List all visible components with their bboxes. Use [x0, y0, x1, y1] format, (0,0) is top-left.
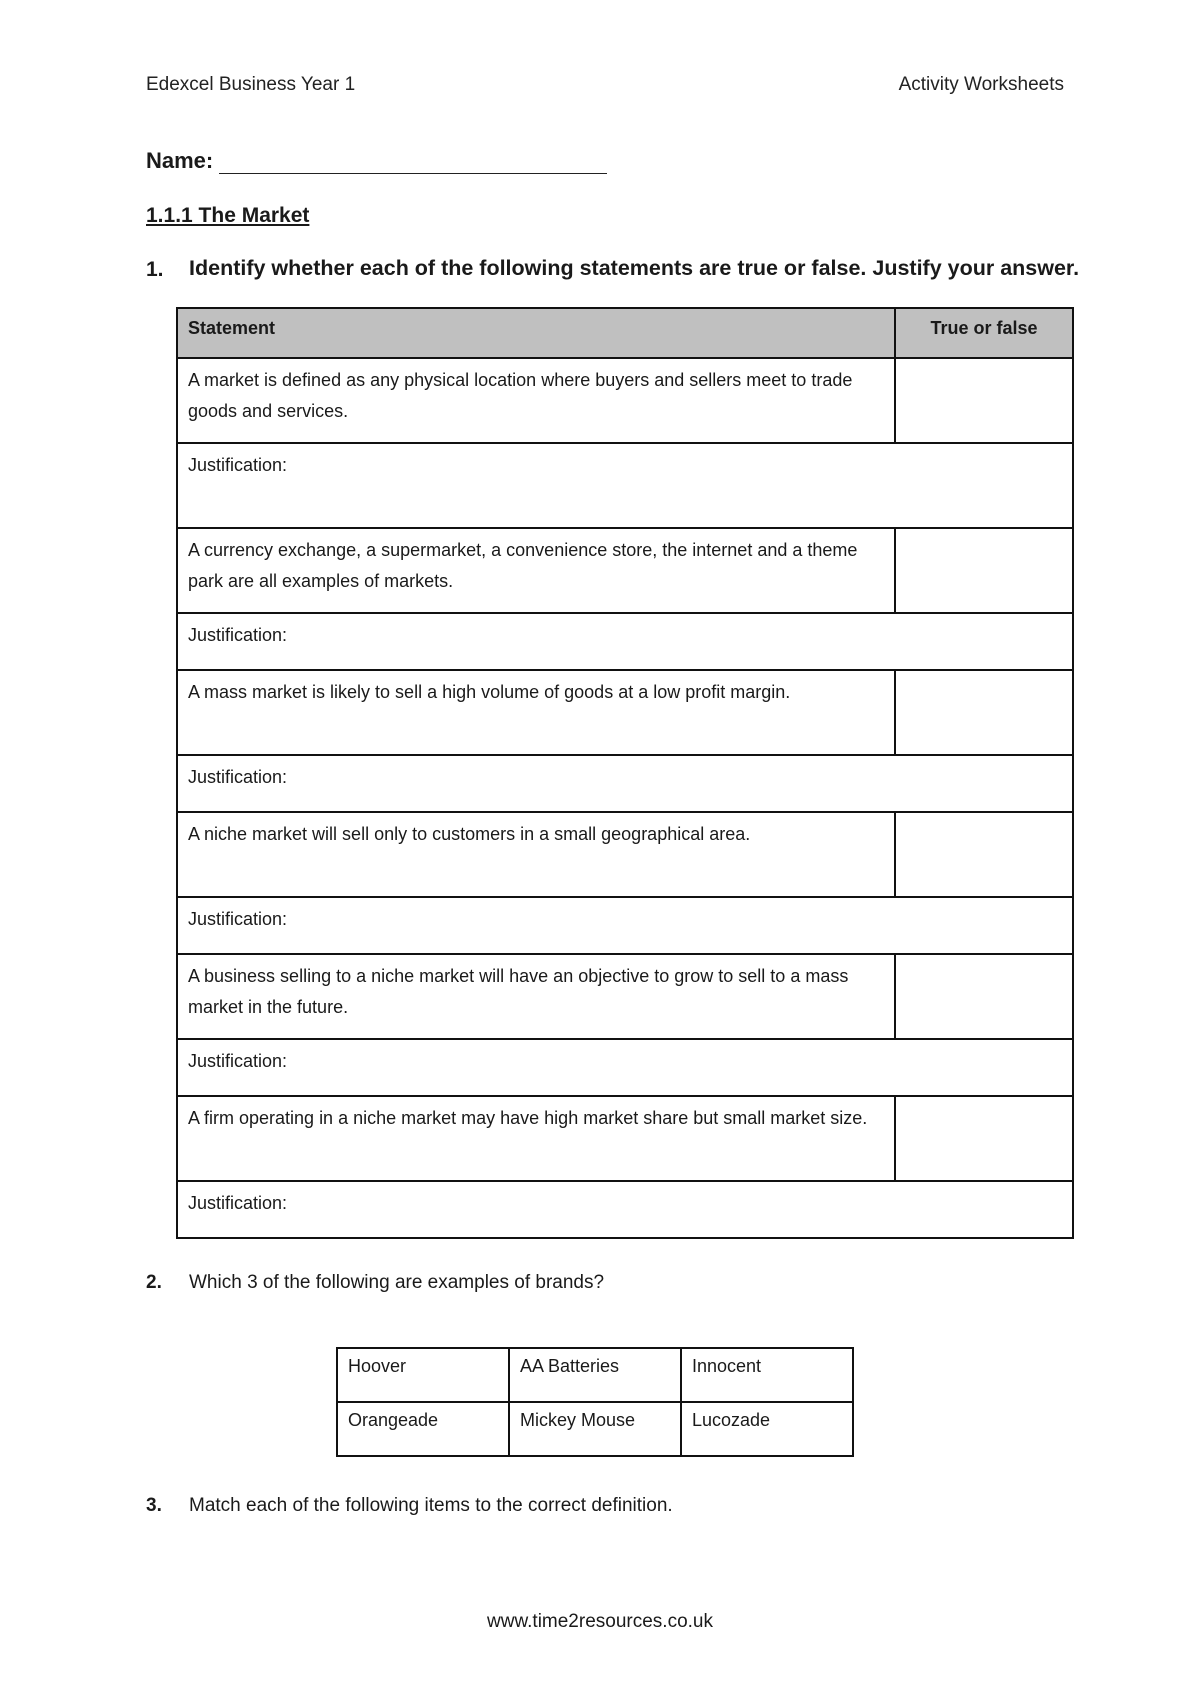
statement-text: A niche market will sell only to customers in a small geographical area.	[177, 812, 895, 897]
true-false-table	[176, 307, 1074, 1239]
header-worksheet-type: Activity Worksheets	[898, 74, 1064, 95]
true-false-answer-cell[interactable]	[895, 358, 1073, 443]
statement-text: A currency exchange, a supermarket, a convenience store, the internet and a theme park are all examples of markets.	[177, 528, 895, 613]
statement-row	[177, 954, 1073, 1039]
statement-row	[177, 358, 1073, 443]
justification-row	[177, 755, 1073, 812]
brand-options-table	[336, 1347, 854, 1457]
brand-option[interactable]: Orangeade	[337, 1402, 509, 1456]
section-title: 1.1.1 The Market	[146, 204, 310, 227]
true-false-answer-cell[interactable]	[895, 812, 1073, 897]
footer-website: www.time2resources.co.uk	[487, 1611, 713, 1632]
statement-row	[177, 812, 1073, 897]
statement-row	[177, 1096, 1073, 1181]
true-false-answer-cell[interactable]	[895, 670, 1073, 755]
brand-row	[337, 1348, 853, 1402]
question-1-number: 1.	[146, 258, 164, 281]
brand-option[interactable]: AA Batteries	[509, 1348, 681, 1402]
justification-row	[177, 1039, 1073, 1096]
justification-cell[interactable]: Justification:	[177, 1181, 1073, 1238]
true-or-false-header: True or false	[895, 308, 1073, 358]
true-false-answer-cell[interactable]	[895, 1096, 1073, 1181]
question-2-text: Which 3 of the following are examples of brands?	[189, 1272, 605, 1293]
statement-text: A market is defined as any physical location where buyers and sellers meet to trade goods and services.	[177, 358, 895, 443]
table-header-row	[177, 308, 1073, 358]
justification-cell[interactable]: Justification:	[177, 443, 1073, 528]
justification-cell[interactable]: Justification:	[177, 755, 1073, 812]
brand-option[interactable]: Lucozade	[681, 1402, 853, 1456]
header-course-title: Edexcel Business Year 1	[146, 74, 356, 95]
brand-option[interactable]: Hoover	[337, 1348, 509, 1402]
justification-cell[interactable]: Justification:	[177, 613, 1073, 670]
question-3-text: Match each of the following items to the correct definition.	[189, 1495, 673, 1516]
justification-cell[interactable]: Justification:	[177, 1039, 1073, 1096]
name-blank-line[interactable]	[219, 151, 607, 174]
statement-text: A mass market is likely to sell a high volume of goods at a low profit margin.	[177, 670, 895, 755]
justification-cell[interactable]: Justification:	[177, 897, 1073, 954]
justification-row	[177, 897, 1073, 954]
name-label: Name:	[146, 148, 214, 173]
justification-row	[177, 443, 1073, 528]
name-row	[146, 148, 607, 174]
statement-header: Statement	[177, 308, 895, 358]
true-false-answer-cell[interactable]	[895, 954, 1073, 1039]
brand-option[interactable]: Innocent	[681, 1348, 853, 1402]
statement-text: A business selling to a niche market will have an objective to grow to sell to a mass market in the future.	[177, 954, 895, 1039]
brand-row	[337, 1402, 853, 1456]
statement-text: A firm operating in a niche market may have high market share but small market size.	[177, 1096, 895, 1181]
question-2-number: 2.	[146, 1272, 162, 1293]
justification-row	[177, 613, 1073, 670]
true-false-answer-cell[interactable]	[895, 528, 1073, 613]
question-3-number: 3.	[146, 1495, 162, 1516]
justification-row	[177, 1181, 1073, 1238]
brand-option[interactable]: Mickey Mouse	[509, 1402, 681, 1456]
statement-row	[177, 670, 1073, 755]
statement-row	[177, 528, 1073, 613]
question-1-text: Identify whether each of the following statements are true or false. Justify your answer.	[189, 256, 1080, 280]
